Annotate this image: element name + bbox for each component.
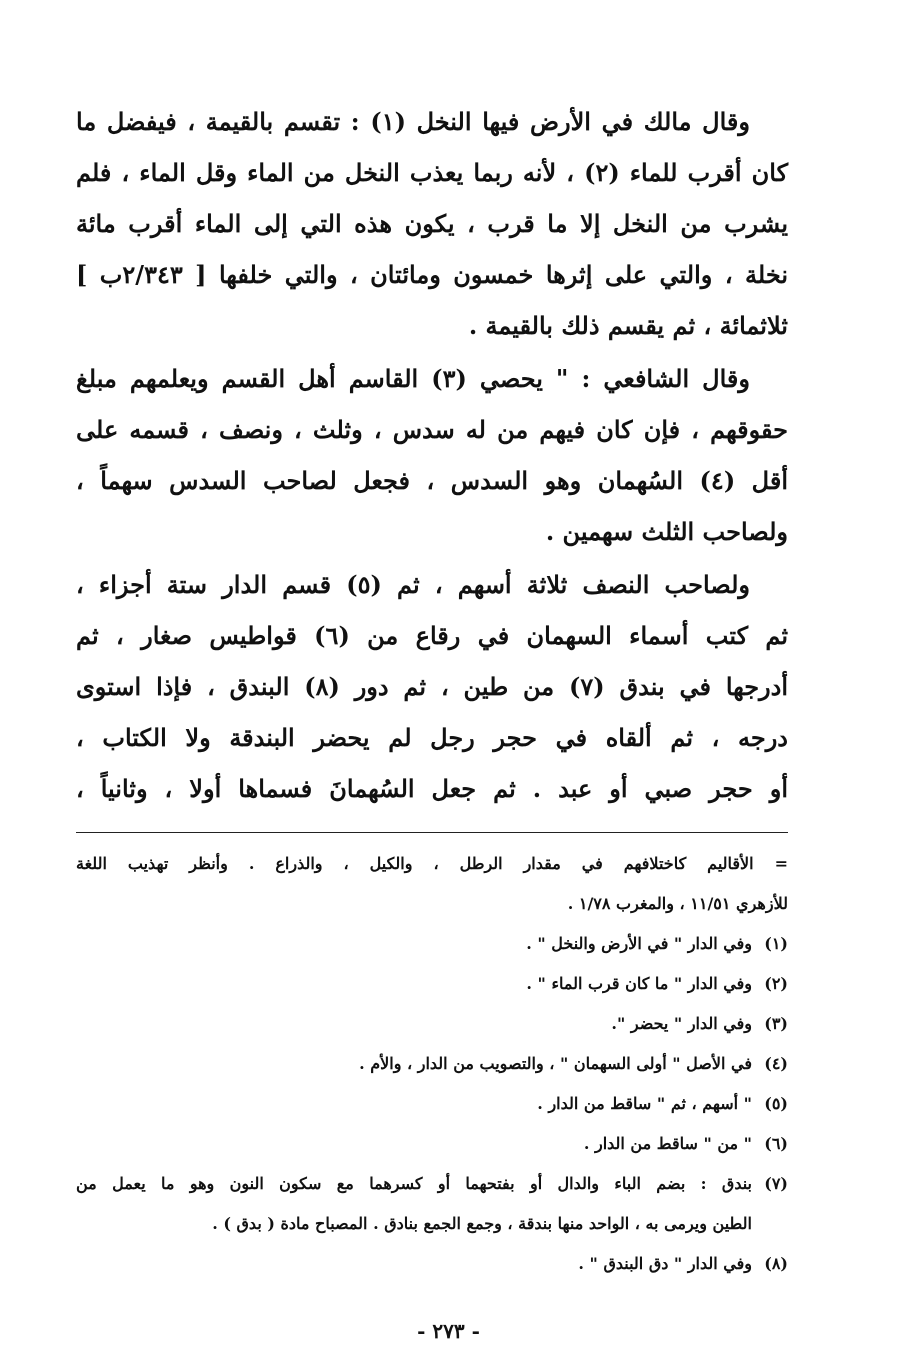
- footnote-divider: [76, 832, 788, 833]
- footnote-number: (٢): [764, 974, 788, 993]
- footnote-line: الطين ويرمى به ، الواحد منها بندقة ، وجمع الجمع بنادق . المصباح مادة ( بدق ) .: [212, 1214, 752, 1233]
- footnote-number: (٤): [764, 1054, 788, 1073]
- paragraph-2: [76, 353, 788, 557]
- footnote-number: (٣): [764, 1014, 788, 1033]
- footnote-line: وفي الدار " في الأرض والنخل " .: [526, 934, 752, 953]
- text-line: أو حجر صبي أو عبد . ثم جعل السُهمانَ فسماها أولا ، وثانياً ،: [76, 774, 788, 803]
- text-line: نخلة ، والتي على إثرها خمسون ومائتان ، والتي خلفها [ ٢/٣٤٣ب ]: [76, 260, 788, 289]
- footnote-2: [76, 964, 788, 1004]
- footnote-5: [76, 1084, 788, 1124]
- footnote-6: [76, 1124, 788, 1164]
- footnote-line: وفي الدار " ما كان قرب الماء " .: [526, 974, 752, 993]
- text-line: يشرب من النخل إلا ما قرب ، يكون هذه التي إلى الماء أقرب مائة: [76, 209, 788, 238]
- footnote-number: (١): [764, 934, 788, 953]
- text-line: ثلاثمائة ، ثم يقسم ذلك بالقيمة .: [468, 311, 788, 340]
- footnote-line: " من " ساقط من الدار .: [583, 1134, 752, 1153]
- footnote-line: وفي الدار " يحضر ".: [611, 1014, 752, 1033]
- text-line: أدرجها في بندق (٧) من طين ، ثم دور (٨) البندق ، فإذا استوى: [76, 672, 788, 701]
- paragraph-1: [76, 96, 788, 351]
- footnote-4: [76, 1044, 788, 1084]
- footnote-1: [76, 924, 788, 964]
- footnote-8: [76, 1244, 788, 1284]
- footnotes: [76, 844, 788, 1284]
- text-line: حقوقهم ، فإن كان فيهم من له سدس ، وثلث ، ونصف ، قسمه على: [76, 415, 788, 444]
- text-line: ولصاحب الثلث سهمين .: [545, 517, 788, 546]
- footnote-line: = الأقاليم كاختلافهم في مقدار الرطل ، والكيل ، والذراع . وأنظر تهذيب اللغة: [76, 854, 788, 873]
- footnote-3: [76, 1004, 788, 1044]
- footnote-line: " أسهم ، ثم " ساقط من الدار .: [537, 1094, 752, 1113]
- text-line: أقل (٤) السُهمان وهو السدس ، فجعل لصاحب السدس سهماً ،: [76, 466, 789, 495]
- footnote-number: (٧): [764, 1174, 788, 1193]
- text-line: درجه ، ثم ألقاه في حجر رجل لم يحضر البندقة ولا الكتاب ،: [76, 723, 788, 752]
- footnote-line: للأزهري ١١/٥١ ، والمغرب ١/٧٨ .: [567, 894, 788, 913]
- text-line: وقال مالك في الأرض فيها النخل (١) : تقسم بالقيمة ، فيفضل ما: [76, 107, 750, 136]
- footnote-number: (٥): [764, 1094, 788, 1113]
- footnote-line: في الأصل " أولى السهمان " ، والتصويب من الدار ، والأم .: [359, 1054, 752, 1073]
- main-text: [76, 96, 788, 814]
- text-line: ثم كتب أسماء السهمان في رقاع من (٦) قواطيس صغار ، ثم: [76, 621, 789, 650]
- footnote-number: (٨): [764, 1254, 788, 1273]
- footnote-number: (٦): [764, 1134, 788, 1153]
- footnote-line: وفي الدار " دق البندق " .: [578, 1254, 752, 1273]
- text-line: كان أقرب للماء (٢) ، لأنه ربما يعذب النخل من الماء وقل الماء ، فلم: [76, 158, 788, 187]
- text-line: وقال الشافعي : " يحصي (٣) القاسم أهل القسم ويعلمهم مبلغ: [76, 364, 750, 393]
- footnote-continuation: [76, 844, 788, 924]
- footnote-line: بندق : بضم الباء والدال أو بفتحهما أو كسرهما مع سكون النون وهو ما يعمل من: [76, 1174, 753, 1193]
- paragraph-3: [76, 559, 788, 814]
- footnote-7: [76, 1164, 788, 1244]
- page-number: - ٢٧٣ -: [417, 1319, 480, 1343]
- text-line: ولصاحب النصف ثلاثة أسهم ، ثم (٥) قسم الدار ستة أجزاء ،: [76, 570, 750, 599]
